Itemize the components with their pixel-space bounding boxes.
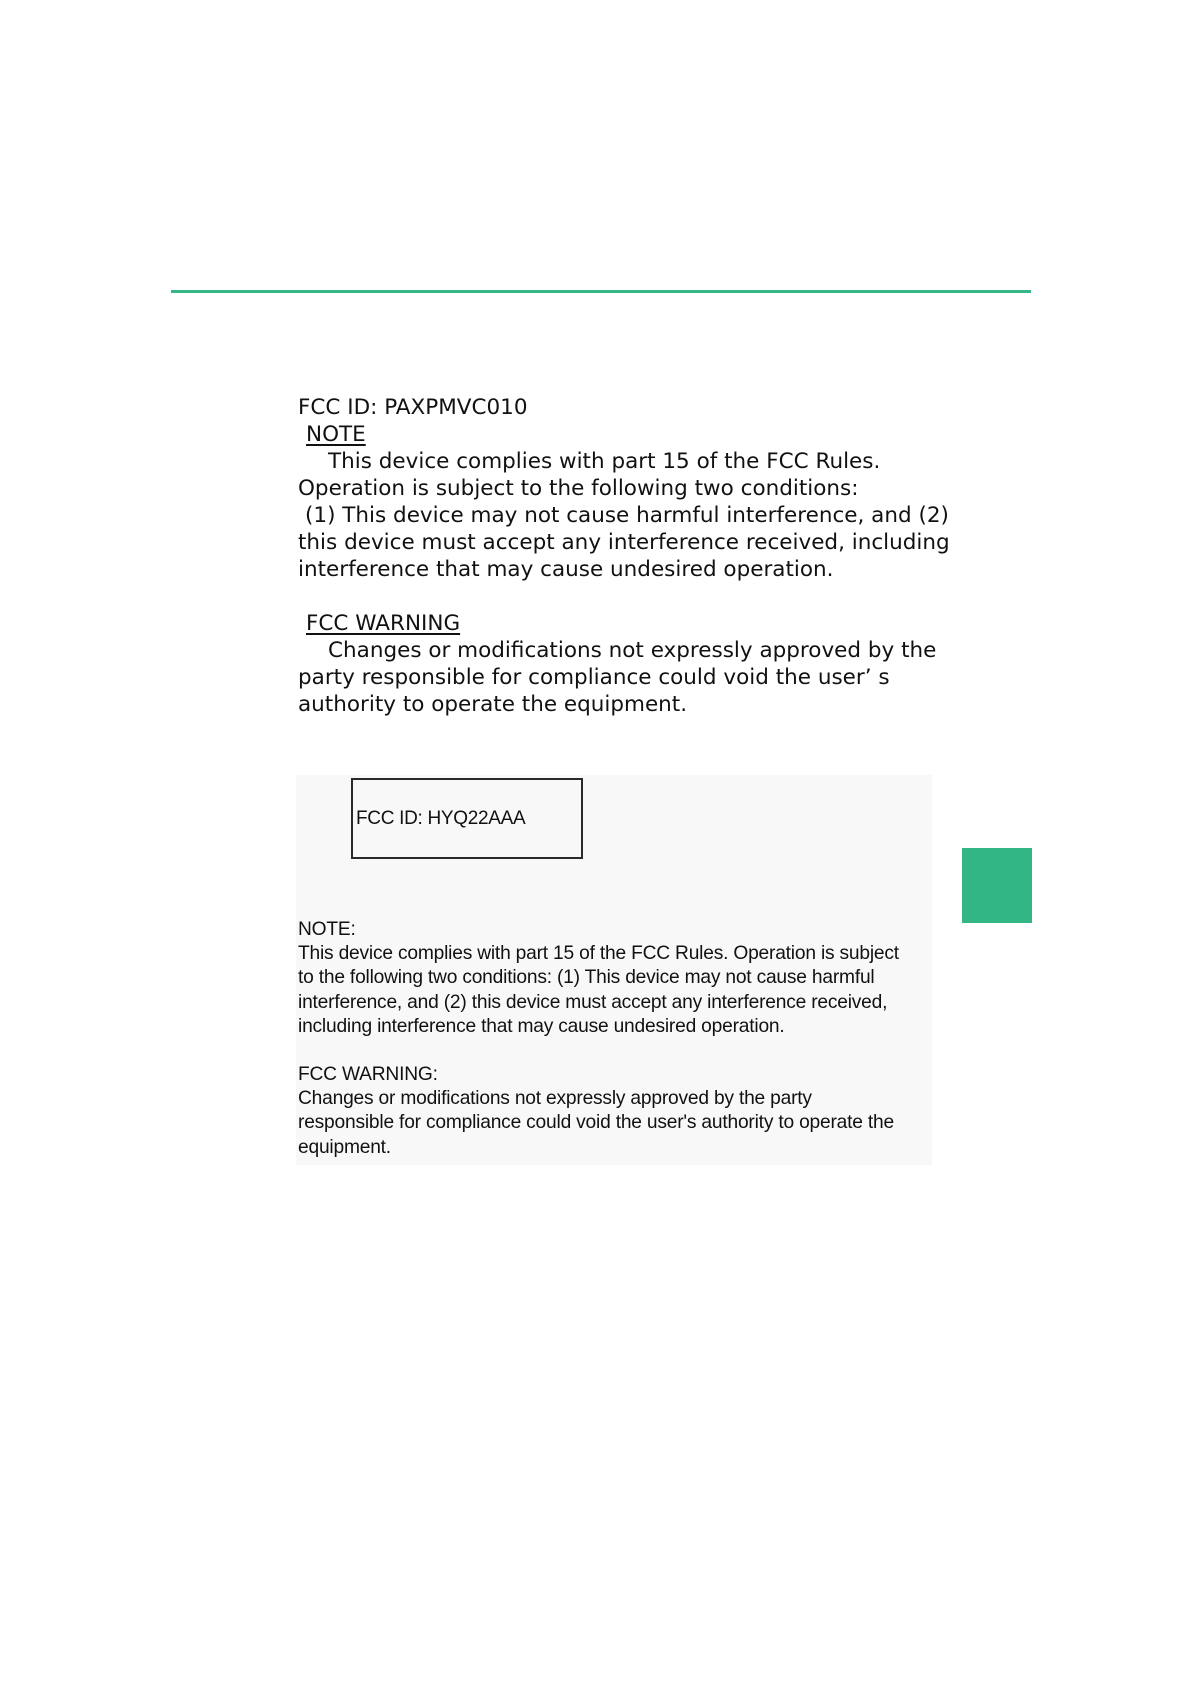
note-line: This device complies with part 15 of the FCC Rules. [328,449,881,474]
note-line: This device complies with part 15 of the FCC Rules. Operation is subject [298,943,899,965]
note-heading: NOTE: [298,919,356,940]
fcc-label-paxpmvc010 [298,394,950,718]
fcc-id-text: FCC ID: HYQ22AAA [356,808,526,829]
note-line: Operation is subject to the following two conditions: [298,476,859,501]
section-tab [962,848,1032,923]
note-line: this device must accept any interference received, including [298,530,950,555]
warning-line: party responsible for compliance could void the user’ s [298,665,890,690]
warning-line: equipment. [298,1136,391,1158]
warning-line: Changes or modifications not expressly approved by the [328,638,937,663]
warning-line: Changes or modifications not expressly approved by the party [298,1088,812,1110]
warning-line: authority to operate the equipment. [298,692,688,717]
fcc-label-hyq22aaa [296,775,932,1165]
fcc-id-text: FCC ID: PAXPMVC010 [298,395,528,420]
fcc-id-box [351,778,583,859]
note-line: including interference that may cause undesired operation. [298,1015,785,1037]
note-line: interference that may cause undesired operation. [298,557,834,582]
header-rule [171,290,1031,293]
note-line: (1) This device may not cause harmful interference, and (2) [305,503,949,528]
note-line: to the following two conditions: (1) This device may not cause harmful [298,967,875,989]
note-heading: NOTE [306,422,366,447]
warning-heading: FCC WARNING: [298,1064,438,1086]
warning-heading: FCC WARNING [306,611,461,636]
warning-line: responsible for compliance could void the user's authority to operate the [298,1112,894,1134]
label-text [298,918,938,1160]
note-line: interference, and (2) this device must accept any interference received, [298,991,888,1013]
